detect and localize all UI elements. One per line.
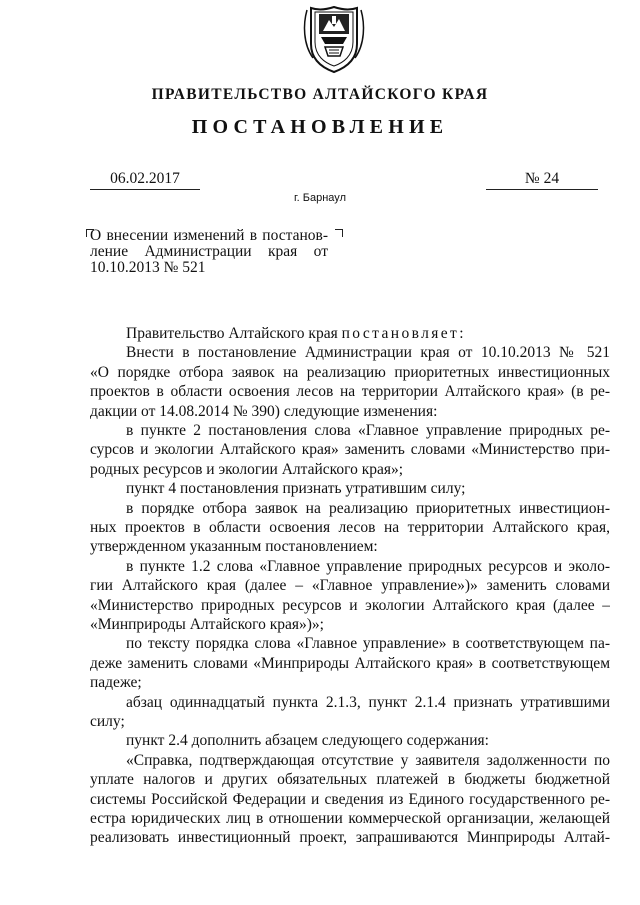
subject-corner-mark-right: [335, 229, 343, 237]
document-body: [90, 324, 610, 848]
body-line: по тексту порядка слова «Главное управление» в соответствующем па-: [126, 635, 610, 653]
body-line: естра юридических лиц в отношении коммерческой организации, желающей: [90, 809, 610, 827]
document-date: 06.02.2017: [90, 170, 200, 190]
subject-line: ление Администрации края от: [90, 243, 328, 260]
body-line: деже заменить словами «Минприроды Алтайского края» в соответствующем: [90, 654, 610, 672]
body-line: силу;: [90, 712, 125, 730]
body-line: Внести в постановление Администрации края от 10.10.2013 № 521: [126, 344, 610, 362]
body-line: падеже;: [90, 674, 142, 692]
body-line: утвержденном указанным постановлением:: [90, 538, 378, 556]
body-line: проектов в области освоения лесов на территории Алтайского края» (в ре-: [90, 383, 610, 401]
subject-line: О внесении изменений в постанов-: [90, 227, 328, 244]
document-number: № 24: [486, 170, 598, 190]
intro-prefix: Правительство Алтайского края: [126, 325, 342, 342]
government-name: ПРАВИТЕЛЬСТВО АЛТАЙСКОГО КРАЯ: [151, 86, 489, 103]
body-line: пункт 2.4 дополнить абзацем следующего содержания:: [126, 732, 489, 750]
body-intro: [90, 324, 610, 343]
body-line: дакции от 14.08.2014 № 390) следующие изменения:: [90, 402, 438, 420]
body-line: системы Российской Федерации и сведения из Единого государственного ре-: [90, 790, 610, 808]
intro-resolves: постановляет:: [341, 325, 466, 342]
body-line: пункт 4 постановления признать утратившим силу;: [126, 480, 466, 498]
body-line: в пункте 2 постановления слова «Главное управление природных ре-: [126, 421, 610, 439]
body-line: гии Алтайского края (далее – «Главное управление»)» заменить словами: [90, 577, 610, 595]
body-line: в порядке отбора заявок на реализацию приоритетных инвестицион-: [126, 499, 610, 517]
body-line: уплате налогов и других обязательных платежей в бюджеты бюджетной: [90, 771, 610, 789]
body-line: сурсов и экологии Алтайского края» заменить словами «Министерство при-: [90, 441, 610, 459]
document-subject: [90, 228, 328, 276]
coat-of-arms-icon: [299, 4, 369, 74]
body-line: ных проектов в области освоения лесов на территории Алтайского края,: [90, 518, 610, 536]
body-line: «Справка, подтверждающая отсутствие у заявителя задолженности по: [126, 751, 610, 769]
city-label: г. Барнаул: [294, 192, 346, 204]
body-line: «Минприроды Алтайского края»)»;: [90, 615, 324, 633]
document-type-title: ПОСТАНОВЛЕНИЕ: [191, 116, 449, 138]
body-line: «Министерство природных ресурсов и экологии Алтайского края (далее –: [90, 596, 610, 614]
body-line: родных ресурсов и экологии Алтайского края»;: [90, 460, 404, 478]
subject-line: 10.10.2013 № 521: [90, 259, 206, 276]
body-line: в пункте 1.2 слова «Главное управление природных ресурсов и эколо-: [126, 557, 610, 575]
body-line: «О порядке отбора заявок на реализацию приоритетных инвестиционных: [90, 363, 610, 381]
body-line: абзац одиннадцатый пункта 2.1.3, пункт 2.1.4 признать утратившими: [126, 693, 610, 711]
body-line: реализовать инвестиционный проект, запрашиваются Минприроды Алтай-: [90, 829, 610, 847]
